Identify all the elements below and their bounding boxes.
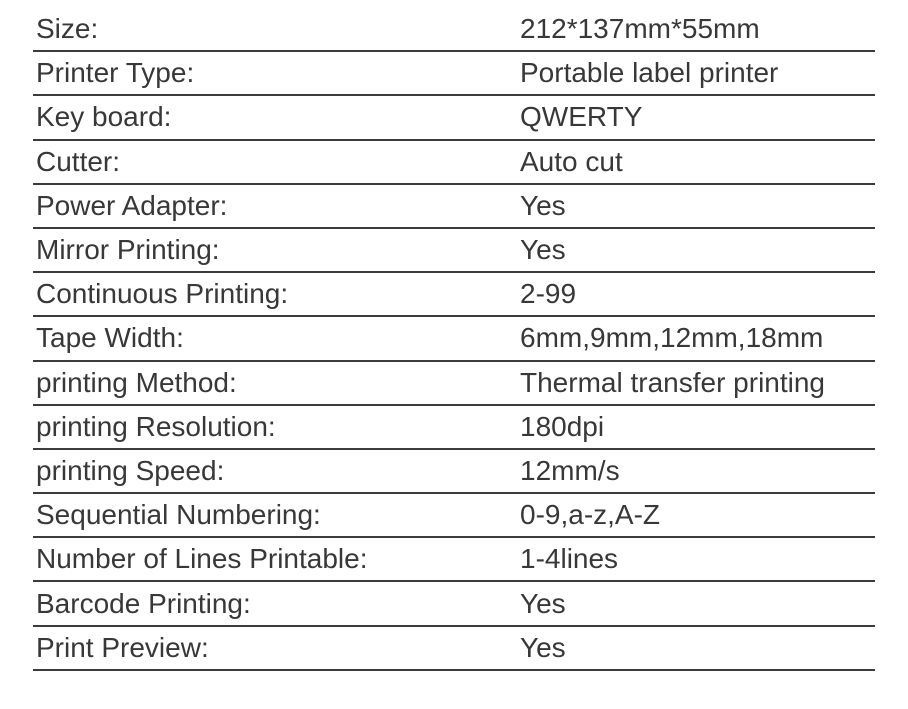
spec-row: [33, 141, 875, 185]
spec-row: [33, 538, 875, 582]
spec-label: printing Speed:: [36, 454, 225, 486]
spec-label: printing Resolution:: [36, 410, 276, 442]
spec-value: 1-4lines: [520, 543, 619, 575]
spec-label: Printer Type:: [36, 57, 195, 89]
spec-row: [33, 8, 875, 52]
spec-label: Sequential Numbering:: [36, 499, 321, 531]
spec-value: Yes: [520, 189, 566, 221]
spec-label: Power Adapter:: [36, 189, 228, 221]
spec-row: [33, 229, 875, 273]
spec-table: [33, 8, 875, 671]
spec-label: Cutter:: [36, 145, 121, 177]
spec-label: Size:: [36, 13, 99, 45]
spec-value: Auto cut: [520, 145, 623, 177]
spec-value: Yes: [520, 631, 566, 663]
spec-value: 6mm,9mm,12mm,18mm: [520, 322, 824, 354]
spec-row: [33, 273, 875, 317]
spec-value: 2-99: [520, 278, 577, 310]
spec-row: [33, 494, 875, 538]
spec-row: [33, 52, 875, 96]
spec-value: 180dpi: [520, 410, 605, 442]
spec-label: Continuous Printing:: [36, 278, 289, 310]
spec-row: [33, 96, 875, 140]
spec-row: [33, 450, 875, 494]
spec-row: [33, 185, 875, 229]
spec-row: [33, 582, 875, 626]
spec-label: Barcode Printing:: [36, 587, 251, 619]
spec-row: [33, 406, 875, 450]
spec-label: Tape Width:: [36, 322, 184, 354]
spec-label: Key board:: [36, 101, 172, 133]
spec-label: Mirror Printing:: [36, 234, 220, 266]
spec-row: [33, 627, 875, 671]
spec-value: 212*137mm*55mm: [520, 13, 760, 45]
spec-value: QWERTY: [520, 101, 643, 133]
spec-row: [33, 362, 875, 406]
spec-label: Number of Lines Printable:: [36, 543, 368, 575]
spec-row: [33, 317, 875, 361]
spec-value: Yes: [520, 587, 566, 619]
spec-label: printing Method:: [36, 366, 237, 398]
spec-label: Print Preview:: [36, 631, 209, 663]
spec-value: Thermal transfer printing: [520, 366, 826, 398]
spec-value: 12mm/s: [520, 454, 620, 486]
spec-value: Portable label printer: [520, 57, 779, 89]
spec-value: Yes: [520, 234, 566, 266]
spec-value: 0-9,a-z,A-Z: [520, 499, 661, 531]
